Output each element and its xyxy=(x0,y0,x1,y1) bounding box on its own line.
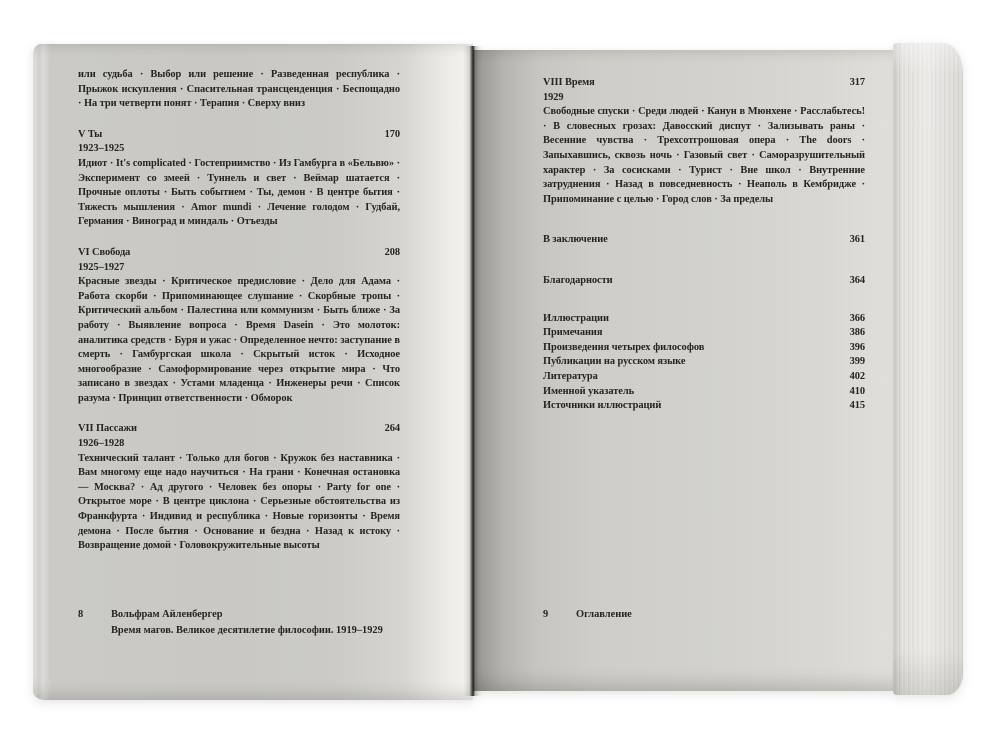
entry-label: Литература xyxy=(543,370,598,382)
running-footer xyxy=(576,607,632,623)
toc-section-vii-passazhi xyxy=(78,422,400,553)
toc-entry-literatura xyxy=(543,370,865,385)
section-heading xyxy=(78,246,400,261)
footer-author: Вольфрам Айленбергер xyxy=(111,609,223,620)
section-page-number: 317 xyxy=(849,77,865,88)
entry-page-number: 396 xyxy=(849,341,865,353)
section-topics: Технический талант · Только для богов · Кружок без наставника · Вам многому еще надо научиться · На грани · Конечная остановка — Москва? · Ад другого · Человек без опоры · Party for one · Открытое море · В центре циклона · Серьезные обстоятельства из Франкфурта · Индивид и республика · Новые горизонты · Время демона · После бытия · Основание и бездна · Назад к истоку · Возвращение домой · Головокружительные высоты xyxy=(78,452,400,552)
left-page-footer xyxy=(78,607,383,639)
toc-entry-illyustracii xyxy=(543,312,865,327)
section-page-number: 208 xyxy=(384,246,400,258)
section-title: V Ты xyxy=(78,128,103,140)
footer-section-label: Оглавление xyxy=(576,609,632,620)
section-heading xyxy=(78,128,400,143)
left-page xyxy=(33,44,473,700)
page-number: 9 xyxy=(543,609,549,620)
continuation-topics: или судьба · Выбор или решение · Разведенная республика · Прыжок искупления · Спасительная трансценденция · Беспощадно · На три четверти понят · Терапия · Сверху вниз xyxy=(78,69,400,110)
left-page-content xyxy=(78,68,400,554)
toc-entry-istochniki xyxy=(543,399,865,414)
section-topics: Красные звезды · Критическое предисловие · Дело для Адама · Работа скорби · Припоминающее слушание · Скорбные тропы · Критический альбом · Палестина или коммунизм · Быть ближе · За работу · Выявление вопроса · Время Dasein · Это молоток: аналитика средств · Буря и ужас · Определенное нечто: заступание в смерть · Гамбургская школа · Скрытый исток · Исходное многообразие · Самоформирование через открытие мира · Что записано в звездах · Устами младенца · Инженеры речи · Список разума · Принцип ответственности · Обморок xyxy=(78,276,400,404)
entry-label: Именной указатель xyxy=(543,385,635,397)
section-years: 1925–1927 xyxy=(78,261,125,273)
open-book xyxy=(33,38,963,708)
section-title: VII Пассажи xyxy=(78,423,137,435)
section-title: VI Свобода xyxy=(78,246,131,258)
section-topics: Идиот · It's complicated · Гостеприимство · Из Гамбурга в «Бельвю» · Эксперимент со змеей · Туннель и свет · Веймар шатается · Прочные оплоты · Быть событием · Ты, демон · В центре бытия · Тяжесть мышления · Amor mundi · Лечение голодом · Гудбай, Германия · Виноград и миндаль · Отъезды xyxy=(78,157,400,228)
entry-label: Произведения четырех философов xyxy=(543,341,705,353)
toc-entry-publikacii xyxy=(543,355,865,370)
section-page-number: 170 xyxy=(384,128,400,140)
section-heading xyxy=(78,422,400,437)
entry-page-number: 410 xyxy=(849,385,865,397)
section-topics: Свободные спуски · Среди людей · Канун в Мюнхене · Расслабьтесь! · В словесных грозах: Давосский диспут · Зализывать раны · Весенние чувства · Трехсотгрошовая опера · The doors · Запыхавшись, сквозь ночь · Газовый свет · Саморазрушительный характер · За сосисками · Турист · Вне школ · Внутренние затруднения · Назад в повседневность · Неаполь в Кембридже · Припоминание с целью · Город слов · За пределы xyxy=(543,106,865,205)
entry-page-number: 361 xyxy=(849,234,865,246)
section-heading xyxy=(543,76,865,91)
running-footer xyxy=(111,607,383,639)
entry-label: В заключение xyxy=(543,234,608,246)
toc-entry-primechaniya xyxy=(543,326,865,341)
entry-label: Иллюстрации xyxy=(543,312,609,324)
entry-page-number: 366 xyxy=(849,312,865,324)
right-page-footer xyxy=(543,607,632,623)
entry-label: Благодарности xyxy=(543,274,613,286)
toc-section-viii-vremya xyxy=(543,76,865,207)
toc-entry-blagodarnosti xyxy=(543,274,865,289)
entry-page-number: 386 xyxy=(849,327,865,339)
entry-page-number: 364 xyxy=(849,274,865,286)
book-fore-edge xyxy=(893,43,963,695)
section-years: 1929 xyxy=(543,91,564,103)
entry-page-number: 399 xyxy=(849,356,865,368)
toc-section-vi-svoboda xyxy=(78,246,400,407)
entry-page-number: 402 xyxy=(849,370,865,382)
footer-book-title: Время магов. Великое десятилетие философии. 1919–1929 xyxy=(111,625,383,636)
section-years: 1926–1928 xyxy=(78,438,125,450)
section-title: VIII Время xyxy=(543,77,595,88)
toc-entry-zaklyuchenie xyxy=(543,233,865,248)
entry-page-number: 415 xyxy=(849,400,865,412)
section-page-number: 264 xyxy=(384,423,400,435)
right-page-content xyxy=(543,76,865,414)
page-number: 8 xyxy=(78,609,84,620)
toc-back-matter-list xyxy=(543,312,865,414)
entry-label: Примечания xyxy=(543,327,603,339)
toc-entry-imennoy-ukazatel xyxy=(543,385,865,400)
toc-entry-proizvedeniya xyxy=(543,341,865,356)
toc-section-v-ty xyxy=(78,128,400,230)
section-years: 1923–1925 xyxy=(78,143,125,155)
entry-label: Публикации на русском языке xyxy=(543,356,686,368)
entry-label: Источники иллюстраций xyxy=(543,400,662,412)
right-page xyxy=(473,50,893,691)
